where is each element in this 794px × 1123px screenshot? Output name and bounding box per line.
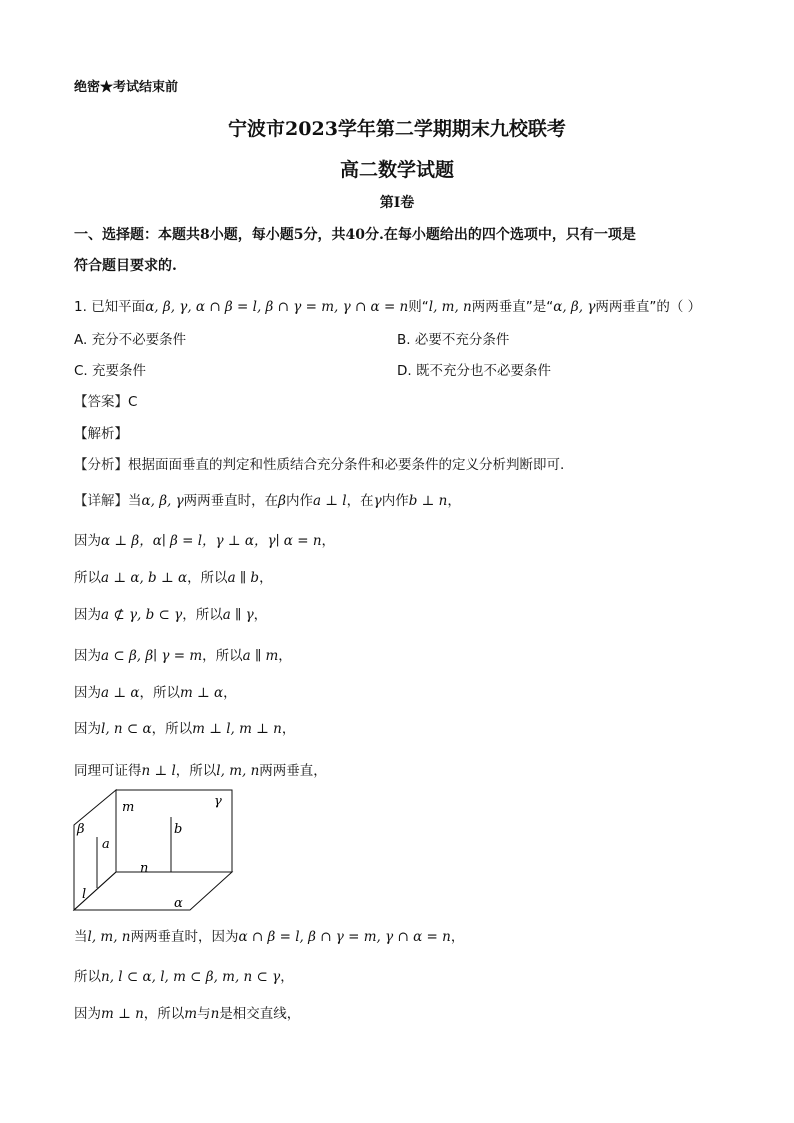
math: α ⊥ β，α∣ β = l，γ ⊥ α，γ∣ α = n	[101, 533, 322, 549]
text: 同理可证得	[74, 763, 142, 779]
section-heading-line1: 一、选择题：本题共8小题，每小题5分，共40分.在每小题给出的四个选项中，只有一项是	[74, 227, 636, 243]
math: a ∥ γ	[222, 607, 254, 623]
text: 因为	[74, 607, 101, 623]
text: ，所以	[139, 685, 180, 701]
detail-line-2	[74, 566, 273, 586]
math: γ	[373, 493, 382, 509]
text: 因为	[74, 721, 101, 737]
detail-line-3	[74, 603, 267, 623]
text: 所以	[74, 969, 101, 985]
math: l, m, n	[87, 929, 131, 945]
math: a ⊂ β, β∣ γ = m	[101, 648, 203, 664]
option-b[interactable]	[397, 328, 509, 348]
text: 当	[74, 929, 88, 945]
math: a ⊄ γ, b ⊂ γ	[101, 607, 183, 623]
planes-figure	[70, 785, 240, 915]
text: ，所以	[151, 721, 193, 737]
detail-line-1	[74, 529, 335, 549]
question-math: l, m, n	[428, 299, 472, 315]
math: a ⊥ l	[312, 493, 347, 509]
method-line	[74, 453, 564, 473]
text: ，	[278, 648, 292, 664]
method-tag: 【分析】	[74, 457, 128, 473]
exam-subtitle: 高二数学试题	[339, 159, 454, 181]
detail-line-10	[74, 1002, 300, 1022]
text: ，所以	[202, 648, 243, 664]
label-b: b	[174, 822, 183, 837]
option-label: A.	[74, 332, 88, 348]
detail-line-9	[74, 965, 294, 985]
option-label: C.	[74, 363, 88, 379]
math: a ∥ b	[227, 570, 260, 586]
label-l: l	[82, 887, 87, 902]
text: ，	[223, 685, 237, 701]
math: α ∩ β = l, β ∩ γ = m, γ ∩ α = n	[238, 929, 451, 945]
text: 因为	[74, 685, 101, 701]
math: m	[184, 1006, 198, 1022]
math: b ⊥ n	[408, 493, 448, 509]
secret-note: 绝密★考试结束前	[74, 80, 179, 95]
answer-line	[74, 390, 137, 410]
math: a ∥ m	[242, 648, 279, 664]
detail-line-8	[74, 925, 464, 945]
option-a[interactable]	[74, 328, 186, 348]
text: ，所以	[143, 1006, 185, 1022]
text: ，	[321, 533, 336, 549]
question-text: 两两垂直”是“	[471, 299, 554, 315]
option-label: B.	[397, 332, 411, 348]
exam-title: 宁波市2023学年第二学期期末九校联考	[228, 118, 566, 140]
detail-line-6	[74, 717, 295, 737]
label-n: n	[140, 861, 149, 876]
option-c[interactable]	[74, 359, 146, 379]
option-text: 充要条件	[92, 363, 147, 379]
math: m ⊥ n	[101, 1006, 144, 1022]
text: 因为	[74, 1006, 101, 1022]
text: ，在	[346, 493, 374, 509]
text: ，所以	[187, 570, 228, 586]
math: m ⊥ α	[179, 685, 224, 701]
volume-label: 第I卷	[379, 195, 415, 211]
question-1-stem	[74, 295, 701, 315]
text: ，	[450, 929, 465, 945]
detail-line-0	[74, 489, 461, 509]
text: 是相交直线，	[219, 1006, 301, 1022]
math: a ⊥ α	[101, 685, 140, 701]
analysis-tag: 【解析】	[74, 426, 128, 442]
question-text: 已知平面	[91, 299, 146, 315]
math: l, m, n	[216, 763, 260, 779]
math: α, β, γ	[141, 493, 184, 509]
detail-tag: 【详解】	[74, 493, 128, 509]
label-beta: β	[77, 822, 85, 837]
detail-line-4	[74, 644, 292, 664]
label-gamma: γ	[214, 794, 222, 809]
text: 因为	[74, 533, 101, 549]
text: ，所以	[175, 763, 217, 779]
plane-alpha-outline	[74, 872, 232, 910]
text: 所以	[74, 570, 101, 586]
text: 当	[128, 493, 142, 509]
text: 因为	[74, 648, 101, 664]
label-a: a	[102, 837, 110, 852]
option-text: 充分不必要条件	[91, 332, 187, 348]
math: β	[278, 493, 286, 509]
text: ，	[447, 493, 461, 509]
text: 内作	[381, 493, 409, 509]
label-m: m	[122, 800, 135, 815]
option-text: 既不充分也不必要条件	[415, 363, 551, 379]
math: n	[210, 1006, 220, 1022]
text: 与	[197, 1006, 211, 1022]
question-number: 1.	[74, 299, 87, 315]
section-heading-line2: 符合题目要求的.	[74, 258, 177, 274]
text: 内作	[285, 493, 313, 509]
math: l, n ⊂ α	[101, 721, 152, 737]
answer-tag: 【答案】	[74, 394, 128, 410]
text: ，	[253, 607, 268, 623]
text: 两两垂直，	[259, 763, 327, 779]
text: 两两垂直时，在	[183, 493, 279, 509]
option-label: D.	[397, 363, 412, 379]
math: a ⊥ α, b ⊥ α	[101, 570, 188, 586]
question-math: α, β, γ, α ∩ β = l, β ∩ γ = m, γ ∩ α = n	[145, 299, 409, 315]
option-text: 必要不充分条件	[414, 332, 510, 348]
detail-line-7	[74, 759, 327, 779]
option-d[interactable]	[397, 359, 551, 379]
math: n, l ⊂ α, l, m ⊂ β, m, n ⊂ γ	[101, 969, 281, 985]
text: 两两垂直时，因为	[130, 929, 239, 945]
detail-line-5	[74, 681, 237, 701]
label-alpha: α	[174, 896, 183, 911]
question-text: 两两垂直”的（ ）	[595, 299, 702, 315]
text: ，所以	[182, 607, 223, 623]
question-math: α, β, γ	[553, 299, 596, 315]
text: ，	[259, 570, 273, 586]
math: m ⊥ l, m ⊥ n	[192, 721, 282, 737]
question-text: 则“	[408, 299, 429, 315]
method-text: 根据面面垂直的判定和性质结合充分条件和必要条件的定义分析判断即可.	[128, 457, 565, 473]
text: ，	[281, 721, 296, 737]
math: n ⊥ l	[141, 763, 176, 779]
text: ，	[280, 969, 294, 985]
answer-value: C	[128, 394, 138, 410]
